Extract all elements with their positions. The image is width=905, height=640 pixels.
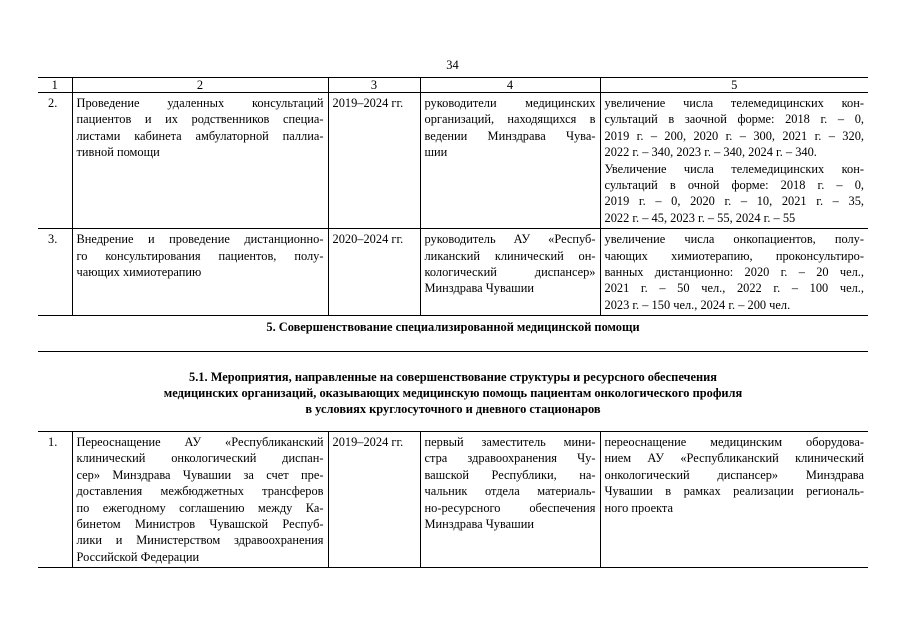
- row-result: увеличение числа онкопациентов, полу- чающих химиотерапию, проконсультиро- ванных дистанционно: 2020 г. – 20 чел., 2021 г. – 50 чел., 2022 г. – 100 чел., 2023 г. – 150 чел., 2024 г. – 200 чел.: [600, 229, 868, 316]
- result-paragraph: Увеличение числа телемедицинских кон- сультаций в очной форме: 2018 г. – 0, 2019 г. – 0, 2020 г. – 10, 2021 г. – 35, 2022 г. – 45, 2023 г. – 55, 2024 г. – 55: [604, 161, 864, 225]
- row-action: Переоснащение АУ «Республиканский клинический онкологический диспан- сер» Минздрава Чувашии за счет пре- доставления межбюджетных трансферов по ежегодному соглашению между Ка- бинетом Министров Чувашской Респуб- лики и Министерством здравоохранения Российской Федерации: [72, 432, 328, 568]
- table-header-row: [38, 78, 868, 93]
- table-row: [38, 229, 868, 316]
- row-period: 2019–2024 гг.: [328, 432, 420, 568]
- header-col-1: 1: [38, 78, 72, 93]
- table-row: [38, 93, 868, 229]
- section-5-1-title: 5.1. Мероприятия, направленные на совершенствование структуры и ресурсного обеспечения медицинских организаций, оказывающих медицинскую помощь пациентам онкологического профиля в условиях круглосуточного и дневного стационаров: [163, 370, 743, 416]
- row-period: 2020–2024 гг.: [328, 229, 420, 316]
- section-5-title: 5. Совершенствование специализированной медицинской помощи: [266, 320, 640, 334]
- row-action: Внедрение и проведение дистанционно- го консультирования пациентов, полу- чающих химиотерапию: [72, 229, 328, 316]
- row-action: Проведение удаленных консультаций пациентов и их родственников специа- листами кабинета амбулаторной паллиа- тивной помощи: [72, 93, 328, 229]
- row-responsible: руководители медицинских организаций, находящихся в ведении Минздрава Чува- шии: [420, 93, 600, 229]
- row-period: 2019–2024 гг.: [328, 93, 420, 229]
- row-responsible: руководитель АУ «Респуб- ликанский клинический он- кологический диспансер» Минздрава Чувашии: [420, 229, 600, 316]
- page-number: 34: [446, 58, 459, 72]
- result-paragraph: увеличение числа телемедицинских кон- сультаций в заочной форме: 2018 г. – 0, 2019 г. – 200, 2020 г. – 300, 2021 г. – 320, 2022 г. – 340, 2023 г. – 340, 2024 г. – 340.: [604, 96, 864, 160]
- header-col-4: 4: [420, 78, 600, 93]
- section-divider: [38, 351, 868, 352]
- table-section-5-1: [38, 431, 868, 568]
- row-number: 2.: [38, 93, 72, 229]
- table-continuation: [38, 77, 868, 316]
- row-number: 1.: [38, 432, 72, 568]
- row-number: 3.: [38, 229, 72, 316]
- row-result: переоснащение медицинским оборудова- нием АУ «Республиканский клинический онкологический диспансер» Минздрава Чувашии в рамках реализации региональ- ного проекта: [600, 432, 868, 568]
- row-result: [600, 93, 868, 229]
- header-col-5: 5: [600, 78, 868, 93]
- header-col-3: 3: [328, 78, 420, 93]
- table-row: [38, 432, 868, 568]
- row-responsible: первый заместитель мини- стра здравоохранения Чу- вашской Республики, на- чальник отдела материаль- но-ресурсного обеспечения Минздрава Чувашии: [420, 432, 600, 568]
- header-col-2: 2: [72, 78, 328, 93]
